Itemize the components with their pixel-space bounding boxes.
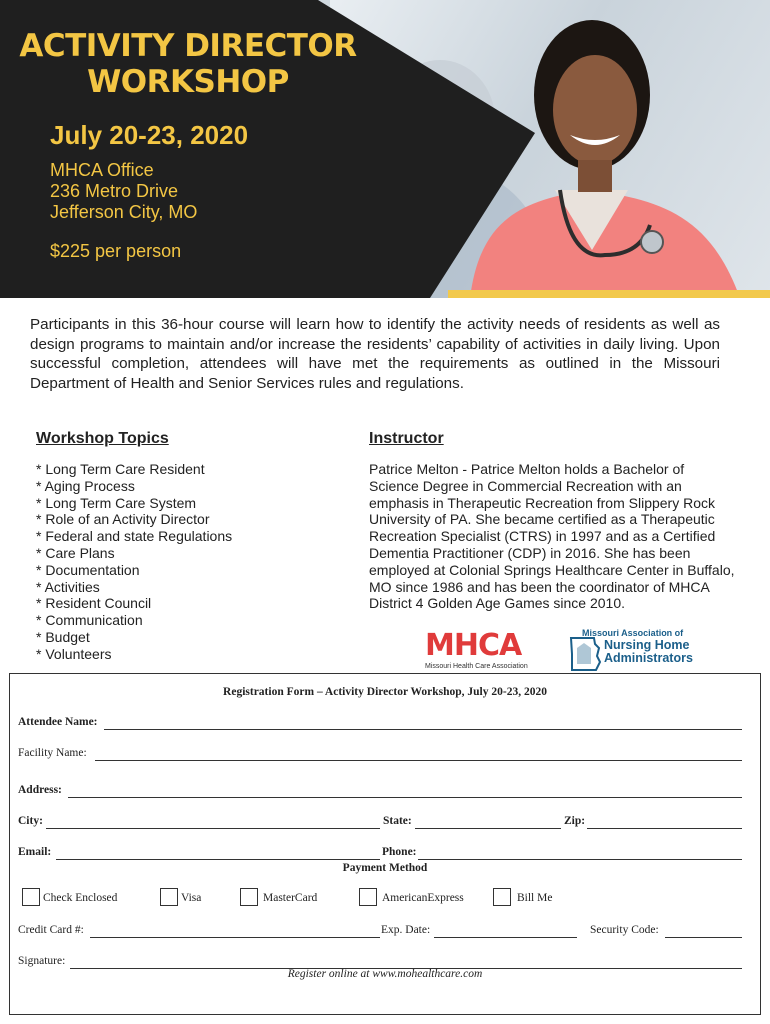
mnha-logo bbox=[568, 628, 708, 676]
event-address bbox=[50, 160, 370, 223]
event-title bbox=[18, 28, 358, 100]
topic-item: * Volunteers bbox=[36, 645, 112, 662]
address-line: 236 Metro Drive bbox=[50, 181, 179, 201]
mastercard-checkbox[interactable] bbox=[240, 888, 258, 906]
american-express-label: AmericanExpress bbox=[382, 892, 464, 904]
credit-card-field[interactable] bbox=[90, 937, 380, 938]
event-date: July 20-23, 2020 bbox=[50, 120, 249, 150]
credit-card-label: Credit Card #: bbox=[18, 924, 84, 936]
instructor-bio: Patrice Melton - Patrice Melton holds a Bachelor of Science Degree in Commercial Recreation with an emphasis in Therapeutic Recreation from Slippery Rock University of PA. She became certified as a Therapeutic Recreation Specialist (CTRS) in 1997 and as a Certified Dementia Practitioner (CDP) in 2016. She has been employed at Colonial Springs Healthcare Center in Buffalo, MO since 1986 and has been the coordinator of MHCA District 4 Golden Age Games since 2010. bbox=[369, 461, 735, 612]
bill-me-checkbox[interactable] bbox=[493, 888, 511, 906]
american-express-checkbox[interactable] bbox=[359, 888, 377, 906]
topic-item: * Aging Process bbox=[36, 477, 135, 494]
attendee-name-field[interactable] bbox=[104, 729, 742, 730]
check-enclosed-checkbox[interactable] bbox=[22, 888, 40, 906]
title-line-1: ACTIVITY DIRECTOR bbox=[19, 28, 357, 64]
topic-item: * Budget bbox=[36, 628, 90, 645]
payment-heading: Payment Method bbox=[342, 862, 428, 874]
exp-date-field[interactable] bbox=[434, 937, 577, 938]
zip-label: Zip: bbox=[564, 815, 586, 827]
mhca-logo bbox=[425, 630, 545, 674]
address-field[interactable] bbox=[68, 797, 742, 798]
mastercard-label: MasterCard bbox=[263, 892, 318, 904]
topic-item: * Long Term Care System bbox=[36, 494, 197, 511]
visa-checkbox[interactable] bbox=[160, 888, 178, 906]
event-price: $225 per person bbox=[50, 241, 182, 261]
form-title: Registration Form – Activity Director Workshop, July 20-23, 2020 bbox=[223, 686, 547, 698]
state-label: State: bbox=[383, 815, 412, 827]
topic-item: * Communication bbox=[36, 612, 143, 629]
city-label: City: bbox=[18, 815, 43, 827]
address-line: MHCA Office bbox=[50, 160, 154, 180]
mhca-logo-mark: MHCA bbox=[425, 628, 522, 663]
phone-field[interactable] bbox=[418, 859, 742, 860]
mhca-logo-sub: Missouri Health Care Association bbox=[425, 663, 528, 670]
state-field[interactable] bbox=[415, 828, 561, 829]
email-field[interactable] bbox=[56, 859, 380, 860]
topics-list bbox=[36, 461, 232, 663]
topic-item: * Role of an Activity Director bbox=[36, 511, 210, 528]
mnha-line-1: Missouri Association of bbox=[582, 628, 684, 638]
city-field[interactable] bbox=[46, 828, 380, 829]
missouri-state-icon bbox=[568, 634, 602, 674]
topic-item: * Federal and state Regulations bbox=[36, 528, 233, 545]
topics-heading: Workshop Topics bbox=[36, 430, 169, 447]
visa-label: Visa bbox=[181, 892, 202, 904]
check-enclosed-label: Check Enclosed bbox=[43, 892, 118, 904]
registration-form bbox=[9, 673, 761, 1015]
topic-item: * Documentation bbox=[36, 561, 140, 578]
intro-paragraph: Participants in this 36-hour course will learn how to identify the activity needs of residents as well as design programs to maintain and/or increase the residents’ capability of activities in daily living. Upon successful completion, attendees will have met the requirements as outlined in the Missouri Department of Health and Senior Services rules and regulations. bbox=[30, 316, 720, 392]
mnha-line-3: Administrators bbox=[604, 651, 693, 665]
email-label: Email: bbox=[18, 846, 52, 858]
attendee-label: Attendee Name: bbox=[18, 716, 98, 728]
address-label: Address: bbox=[18, 784, 62, 796]
phone-label: Phone: bbox=[382, 846, 417, 858]
exp-date-label: Exp. Date: bbox=[381, 924, 431, 936]
mnha-line-2: Nursing Home bbox=[604, 638, 690, 652]
accent-bar bbox=[448, 290, 770, 298]
security-code-field[interactable] bbox=[665, 937, 742, 938]
topic-item: * Care Plans bbox=[36, 544, 115, 561]
title-line-2: WORKSHOP bbox=[87, 64, 289, 100]
instructor-heading: Instructor bbox=[369, 430, 444, 447]
topic-item: * Long Term Care Resident bbox=[36, 461, 205, 477]
register-online-note: Register online at www.mohealthcare.com bbox=[287, 968, 483, 980]
hero-text bbox=[18, 28, 358, 261]
topic-item: * Resident Council bbox=[36, 595, 152, 612]
address-line: Jefferson City, MO bbox=[50, 202, 198, 222]
signature-label: Signature: bbox=[18, 955, 66, 967]
hero-banner bbox=[0, 0, 770, 298]
facility-name-field[interactable] bbox=[95, 760, 742, 761]
security-code-label: Security Code: bbox=[590, 924, 659, 936]
zip-field[interactable] bbox=[587, 828, 742, 829]
facility-label: Facility Name: bbox=[18, 747, 87, 759]
topic-item: * Activities bbox=[36, 578, 100, 595]
bill-me-label: Bill Me bbox=[517, 892, 553, 904]
